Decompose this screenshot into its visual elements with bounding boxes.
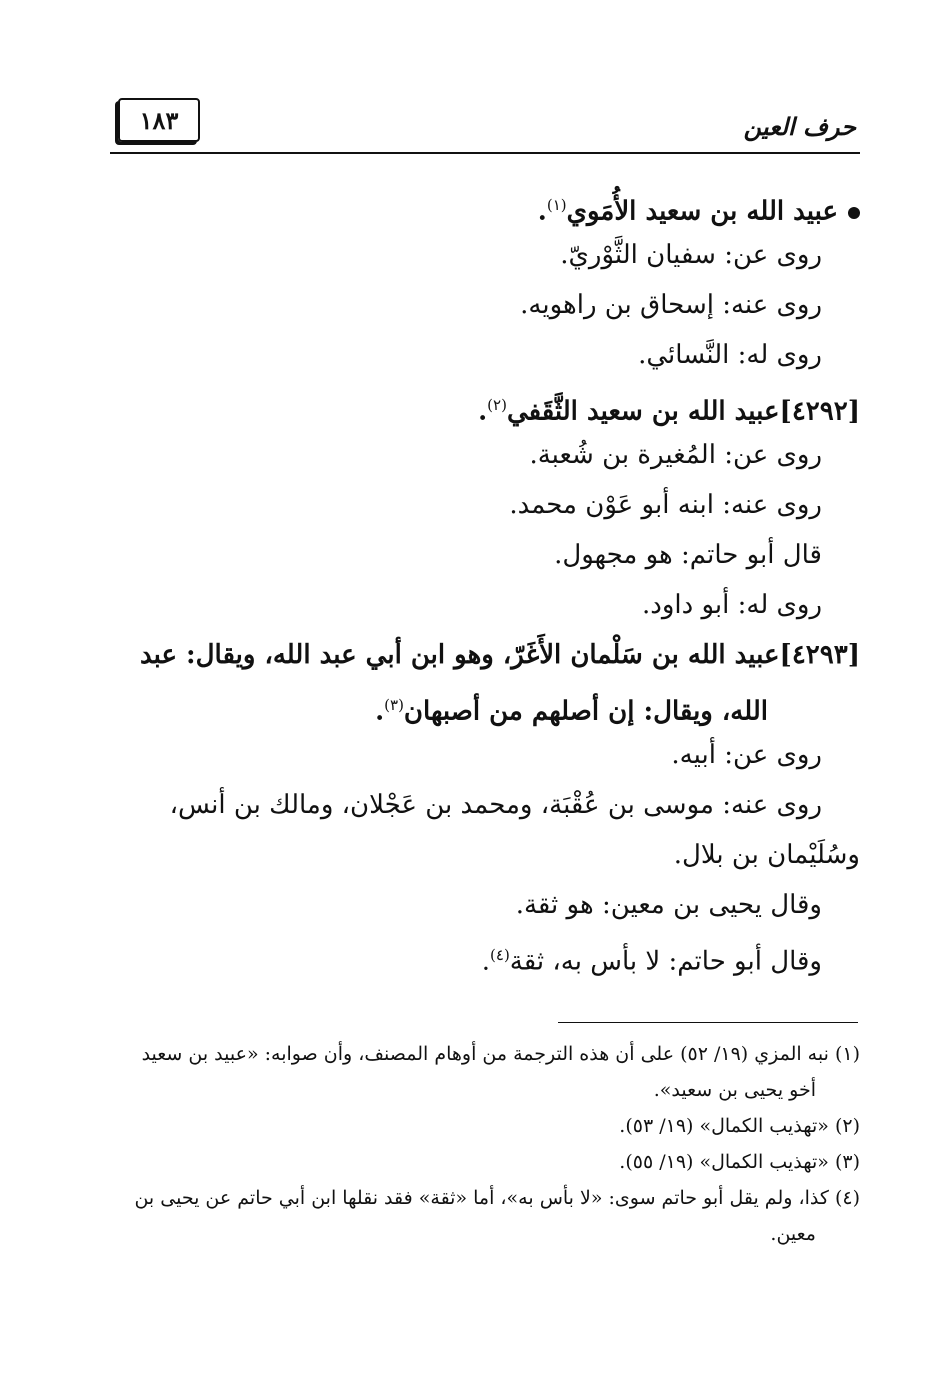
- footnote-text-cont: معين.: [770, 1223, 816, 1245]
- footnote-mark: (٤): [834, 1187, 860, 1209]
- footnote: [110, 1144, 860, 1180]
- entry-line: قال أبو حاتم: هو مجهول.: [554, 540, 822, 570]
- footnote: [110, 1180, 860, 1252]
- footnote-text: «تهذيب الكمال» (١٩/ ٥٥).: [619, 1151, 829, 1173]
- entry-line: وقال يحيى بن معين: هو ثقة.: [515, 890, 822, 920]
- page-number: ١٨٣: [118, 98, 200, 142]
- entry-line: روى عن: المُغيرة بن شُعبة.: [529, 440, 822, 470]
- entry-heading: عبيد الله بن سعيد الأُمَوي$^{(١)}$.: [110, 180, 860, 230]
- main-text: [110, 180, 860, 980]
- entry-heading: [110, 630, 860, 680]
- entry-line: روى عنه: ابنه أبو عَوْن محمد.: [509, 490, 822, 520]
- entry-line: روى له: النَّسائي.: [638, 340, 822, 370]
- footnote-ref: (٣): [384, 696, 404, 714]
- footnote-text: نبه المزي (١٩/ ٥٢) على أن هذه الترجمة من أوهام المصنف، وأن صوابه: «عبيد بن سعيد: [141, 1043, 829, 1065]
- page-header: [110, 92, 860, 154]
- footnote-text: كذا، ولم يقل أبو حاتم سوى: «لا بأس به»، أما «ثقة» فقد نقلها ابن أبي حاتم عن يحيى بن: [134, 1187, 829, 1209]
- entry-number: [٤٢٩٢]: [779, 396, 860, 427]
- entry-line: روى عنه: إسحاق بن راهويه.: [520, 290, 822, 320]
- footnote-text: «تهذيب الكمال» (١٩/ ٥٣).: [619, 1115, 829, 1137]
- entry-line: روى له: أبو داود.: [642, 590, 822, 620]
- running-title: حرف العين: [743, 112, 856, 141]
- entry-line: وقال أبو حاتم: لا بأس به، ثقة$^{(٤)}$.: [481, 946, 822, 977]
- bullet-icon: [848, 207, 860, 219]
- footnote-ref: (٤): [490, 946, 510, 964]
- entry-heading-continued: الله، ويقال: إن أصلهم من أصبهان$^{(٣)}$.: [375, 696, 768, 727]
- entry-name: عبيد الله بن سعيد الثَّقَفي: [506, 396, 780, 427]
- entry-line: وسُلَيْمان بن بلال.: [673, 840, 860, 870]
- footnote-mark: (٣): [834, 1151, 860, 1173]
- entry-heading: [٤٢٩٢]عبيد الله بن سعيد الثَّقَفي$^{(٢)}$.: [478, 396, 860, 427]
- footnote-ref: (٢): [487, 396, 507, 414]
- entry-line: روى عنه: موسى بن عُقْبَة، ومحمد بن عَجْلان، ومالك بن أنس،: [169, 790, 822, 820]
- footnote-mark: (١): [834, 1043, 860, 1065]
- entry-name-cont: الله، ويقال: إن أصلهم من أصبهان: [403, 696, 768, 727]
- header-rule: [110, 152, 860, 154]
- footnote-text-cont: أخو يحيى بن سعيد».: [653, 1079, 816, 1101]
- footnote: [110, 1036, 860, 1108]
- entry-name: عبيد الله بن سَلْمان الأَغَرّ، وهو ابن أبي عبد الله، ويقال: عبد: [140, 640, 780, 670]
- entry-number: [٤٢٩٣]: [779, 640, 860, 670]
- footnotes: [110, 1036, 860, 1252]
- entry-line: روى عن: سفيان الثَّوْريّ.: [560, 240, 822, 270]
- footnote: [110, 1108, 860, 1144]
- entry-line: روى عن: أبيه.: [671, 740, 822, 770]
- footnote-rule: [558, 1022, 858, 1023]
- footnote-mark: (٢): [834, 1115, 860, 1137]
- entry-line-text: وقال أبو حاتم: لا بأس به، ثقة: [509, 946, 822, 977]
- footnote-ref: (١): [546, 196, 567, 214]
- entry-name: عبيد الله بن سعيد الأُمَوي: [566, 196, 838, 227]
